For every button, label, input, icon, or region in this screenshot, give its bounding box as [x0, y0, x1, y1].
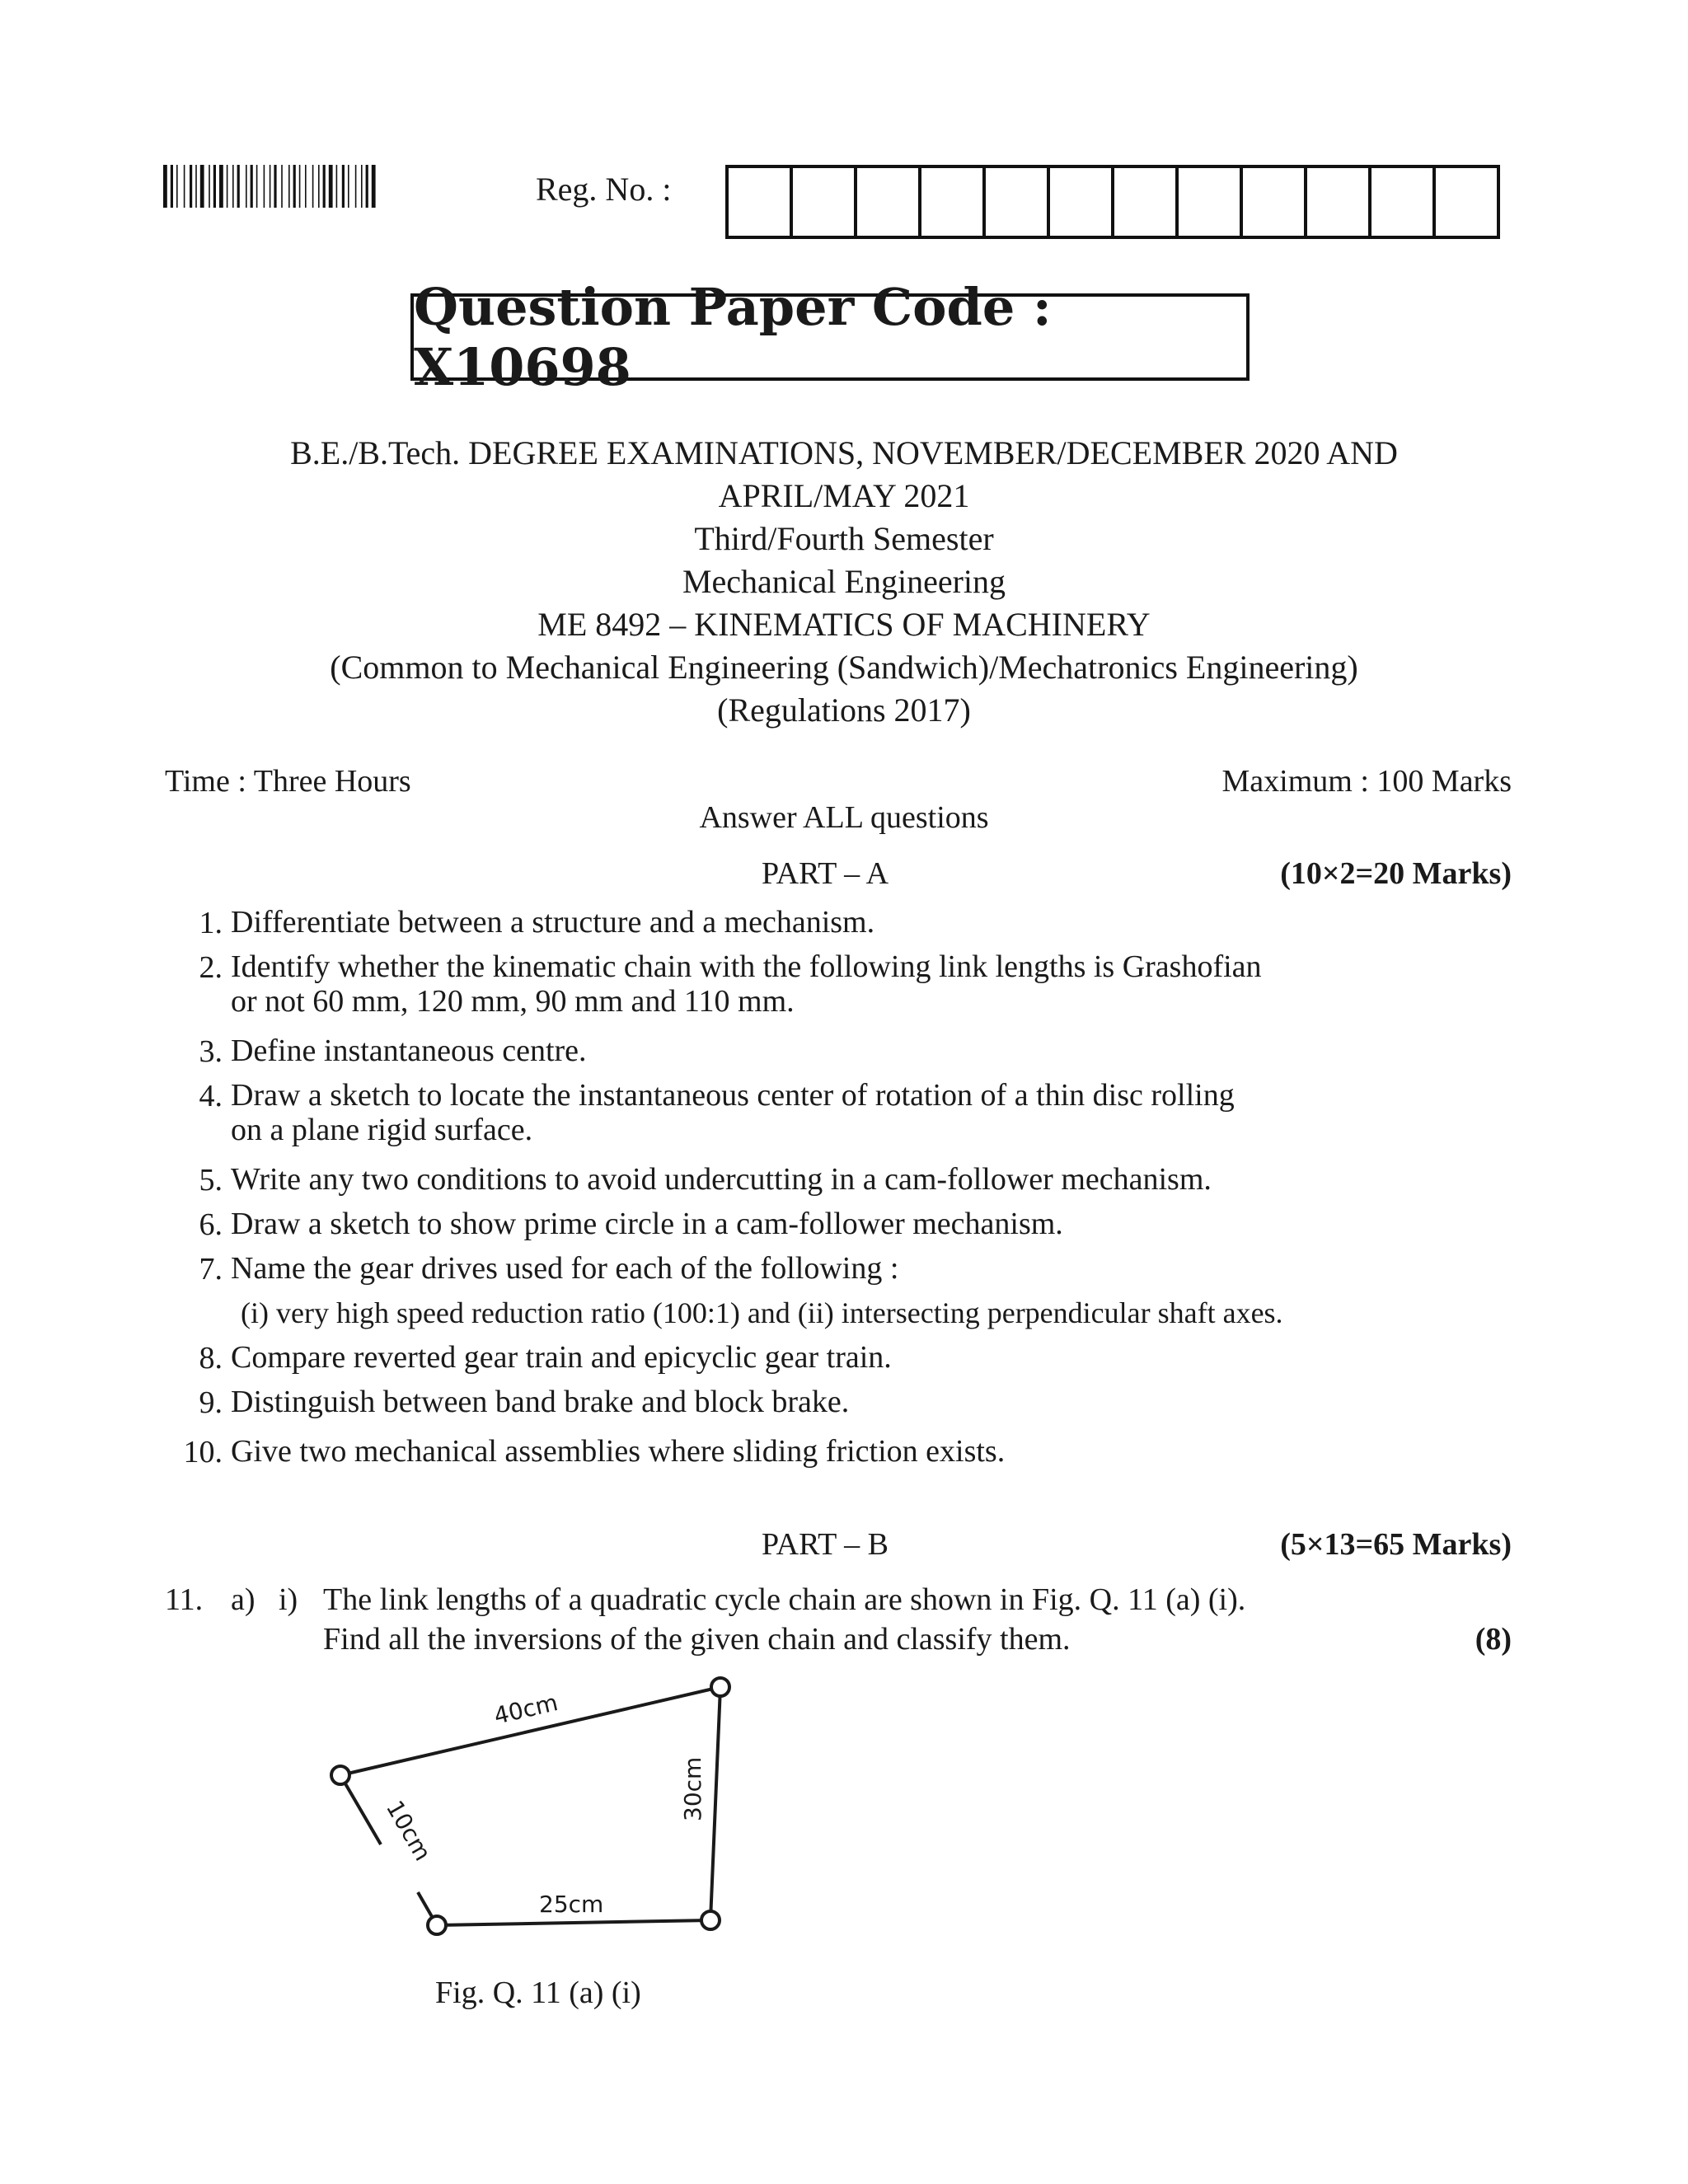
reg-no-box[interactable]	[793, 168, 857, 236]
question-number: 10.	[183, 1435, 223, 1469]
subject: ME 8492 – KINEMATICS OF MACHINERY	[537, 606, 1151, 643]
figure-caption: Fig. Q. 11 (a) (i)	[435, 1975, 641, 2010]
part-b-marks: (5×13=65 Marks)	[1280, 1527, 1512, 1562]
q11-part: a)	[231, 1582, 256, 1617]
max-marks-label: Maximum : 100 Marks	[1221, 764, 1512, 799]
joint-top-right	[711, 1678, 729, 1696]
common-to: (Common to Mechanical Engineering (Sandwich)/Mechatronics Engineering)	[330, 649, 1358, 686]
reg-no-box[interactable]	[1307, 168, 1372, 236]
part-b-title: PART – B	[762, 1527, 889, 1562]
question-text: Name the gear drives used for each of the following :	[231, 1251, 899, 1286]
question-text: Differentiate between a structure and a mechanism.	[231, 905, 875, 940]
question-text: Draw a sketch to show prime circle in a cam-follower mechanism.	[231, 1207, 1063, 1241]
question-number: 5.	[199, 1163, 223, 1197]
reg-no-box[interactable]	[921, 168, 986, 236]
reg-no-box[interactable]	[729, 168, 793, 236]
link-25cm	[437, 1920, 710, 1925]
joint-bottom-left	[428, 1916, 446, 1934]
question-paper-code: Question Paper Code : X10698	[410, 293, 1250, 381]
question-number: 2.	[199, 950, 223, 985]
part-a-marks: (10×2=20 Marks)	[1280, 856, 1512, 891]
question-number: 4.	[199, 1079, 223, 1113]
question-number: 3.	[199, 1034, 223, 1069]
question-number: 9.	[199, 1385, 223, 1420]
reg-no-box[interactable]	[986, 168, 1050, 236]
reg-no-box[interactable]	[1179, 168, 1243, 236]
question-text: Compare reverted gear train and epicyclic gear train.	[231, 1340, 892, 1375]
exam-title-line1: B.E./B.Tech. DEGREE EXAMINATIONS, NOVEMBER/DECEMBER 2020 AND	[290, 434, 1398, 471]
label-40cm: 40cm	[491, 1689, 560, 1730]
question-text: Distinguish between band brake and block brake.	[231, 1385, 850, 1419]
question-text: Draw a sketch to locate the instantaneous center of rotation of a thin disc rolling	[231, 1078, 1235, 1113]
question-text: or not 60 mm, 120 mm, 90 mm and 110 mm.	[231, 984, 795, 1019]
reg-no-label: Reg. No. :	[536, 171, 672, 208]
exam-title-line2: APRIL/MAY 2021	[718, 477, 970, 514]
q11-marks: (8)	[1475, 1622, 1512, 1657]
question-text: Identify whether the kinematic chain with the following link lengths is Grashofian	[231, 949, 1262, 984]
link-30cm	[710, 1687, 720, 1920]
question-text: (i) very high speed reduction ratio (100:1) and (ii) intersecting perpendicular shaft axes.	[241, 1296, 1283, 1329]
question-number: 7.	[199, 1252, 223, 1286]
semester: Third/Fourth Semester	[694, 520, 994, 557]
label-10cm: 10cm	[380, 1796, 437, 1866]
q11-line1: The link lengths of a quadratic cycle chain are shown in Fig. Q. 11 (a) (i).	[323, 1582, 1246, 1617]
question-number: 1.	[199, 906, 223, 940]
q11-number: 11.	[165, 1582, 204, 1617]
joint-top-left	[331, 1766, 349, 1784]
regulations: (Regulations 2017)	[717, 691, 971, 729]
reg-no-box[interactable]	[857, 168, 921, 236]
question-text: Write any two conditions to avoid undercutting in a cam-follower mechanism.	[231, 1162, 1212, 1197]
question-number: 6.	[199, 1207, 223, 1242]
question-text: Give two mechanical assemblies where sliding friction exists.	[231, 1434, 1006, 1469]
question-text: Define instantaneous centre.	[231, 1033, 587, 1068]
instruction: Answer ALL questions	[699, 800, 989, 835]
reg-no-box[interactable]	[1050, 168, 1114, 236]
reg-no-box[interactable]	[1372, 168, 1436, 236]
reg-no-box[interactable]	[1243, 168, 1307, 236]
question-text: on a plane rigid surface.	[231, 1113, 533, 1147]
barcode	[163, 165, 410, 208]
link-10cm-upper	[340, 1775, 381, 1844]
part-a-title: PART – A	[762, 856, 889, 891]
q11-line2: Find all the inversions of the given chain and classify them.	[323, 1622, 1071, 1657]
reg-no-box[interactable]	[1114, 168, 1179, 236]
label-30cm: 30cm	[679, 1756, 706, 1821]
reg-no-boxes	[725, 165, 1500, 239]
question-number: 8.	[199, 1341, 223, 1376]
q11-sub: i)	[279, 1582, 298, 1617]
four-bar-chain-figure	[313, 1657, 758, 1970]
time-label: Time : Three Hours	[165, 764, 411, 799]
department: Mechanical Engineering	[682, 563, 1006, 600]
reg-no-box[interactable]	[1436, 168, 1497, 236]
label-25cm: 25cm	[539, 1891, 604, 1918]
joint-bottom-right	[701, 1911, 720, 1929]
